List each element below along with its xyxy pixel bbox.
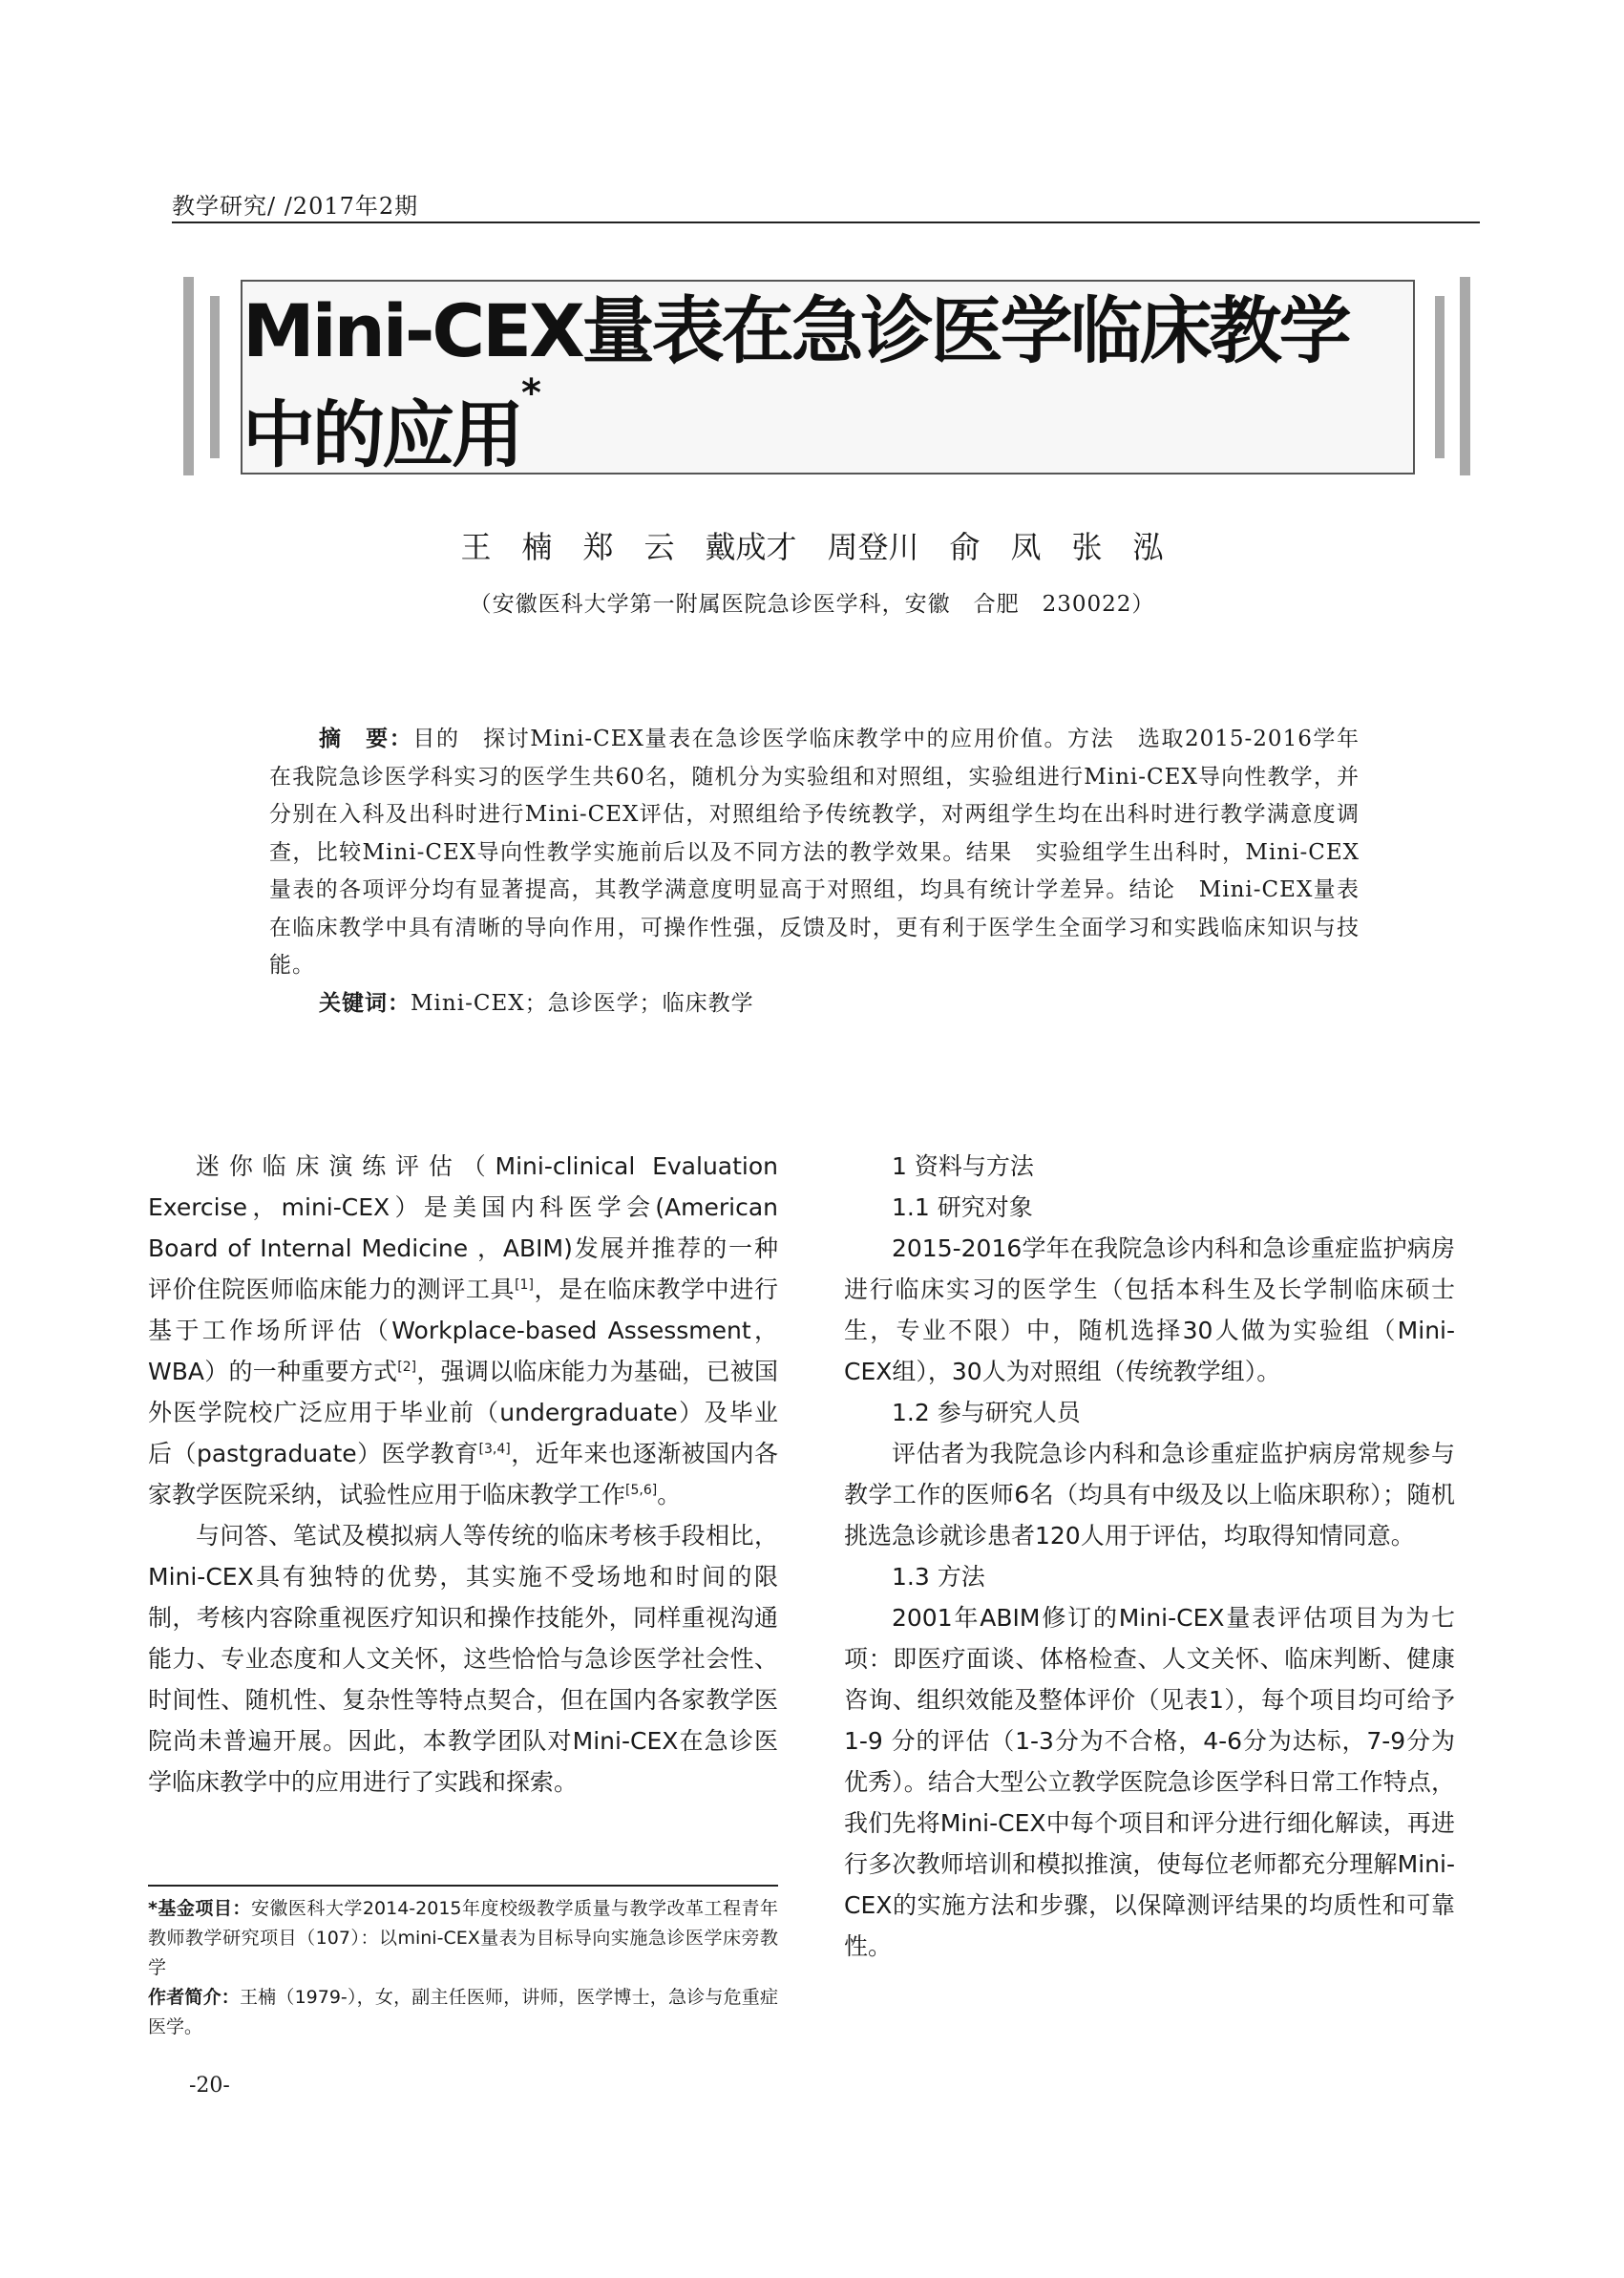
title-bar-right-outer <box>1460 277 1470 475</box>
citation-2: [2] <box>397 1360 417 1375</box>
keywords-text: Mini-CEX；急诊医学；临床教学 <box>411 990 754 1016</box>
subsection-heading-1-2: 1.2 参与研究人员 <box>892 1399 1081 1426</box>
intro-text-b: ，是在临床教学中进行基于工作场所评估（Workplace-based Assessment，WBA）的一种重要方式 <box>148 1276 778 1385</box>
fund-text: 安徽医科大学2014-2015年度校级教学质量与教学改革工程青年教师教学研究项目（107）：以mini-CEX量表为目标导向实施急诊医学床旁教学 <box>148 1898 778 1978</box>
section-heading-1: 1 资料与方法 <box>892 1152 1034 1180</box>
abstract-body <box>269 721 1360 985</box>
abstract-label: 摘 要： <box>319 727 413 751</box>
intro-paragraph-1 <box>148 1146 778 1515</box>
citation-5-6: [5,6] <box>625 1483 658 1498</box>
title-box <box>241 280 1415 475</box>
subsection-heading-1-3: 1.3 方法 <box>892 1563 985 1591</box>
citation-1: [1] <box>515 1277 534 1293</box>
intro-paragraph-2: 与问答、笔试及模拟病人等传统的临床考核手段相比，Mini-CEX具有独特的优势，其实施不受场地和时间的限制，考核内容除重视医疗知识和操作技能外，同样重视沟通能力、专业态度和人文关怀，这些恰恰与急诊医学社会性、时间性、随机性、复杂性等特点契合，但在国内各家教学医院尚未普遍开展。因此，本教学团队对Mini-CEX在急诊医学临床教学中的应用进行了实践和探索。 <box>148 1522 778 1796</box>
footnote-rule <box>148 1885 778 1887</box>
subjects-paragraph: 2015-2016学年在我院急诊内科和急诊重症监护病房进行临床实习的医学生（包括本科生及长学制临床硕士生，专业不限）中，随机选择30人做为实验组（Mini-CEX组），30人为对照组（传统教学组）。 <box>844 1234 1455 1385</box>
abstract-text: 目的 探讨Mini-CEX量表在急诊医学临床教学中的应用价值。方法 选取2015-2016学年在我院急诊医学科实习的医学生共60名，随机分为实验组和对照组，实验组进行Mini-CEX导向性教学，并分别在入科及出科时进行Mini-CEX评估，对照组给予传统教学，对两组学生均在出科时进行教学满意度调查，比较Mini-CEX导向性教学实施前后以及不同方法的教学效果。结果 实验组学生出科时，Mini-CEX量表的各项评分均有显著提高，其教学满意度明显高于对照组，均具有统计学差异。结论 Mini-CEX量表在临床教学中具有清晰的导向作用，可操作性强，反馈及时，更有利于医学生全面学习和实践临床知识与技能。 <box>269 727 1360 978</box>
fund-note <box>148 1894 778 1983</box>
fund-label: *基金项目： <box>148 1898 251 1919</box>
citation-3-4: [3,4] <box>478 1442 511 1457</box>
footnote <box>148 1894 778 2042</box>
right-column <box>844 1146 1455 1967</box>
article-title-text: Mini-CEX量表在急诊医学临床教学中的应用 <box>243 288 1349 477</box>
affiliation: （安徽医科大学第一附属医院急诊医学科，安徽 合肥 230022） <box>469 592 1155 617</box>
header-rule <box>172 221 1480 223</box>
methods-paragraph: 2001年ABIM修订的Mini-CEX量表评估项目为为七项：即医疗面谈、体格检查、人文关怀、临床判断、健康咨询、组织效能及整体评价（见表1），每个项目均可给予1-9 分的评估（1-3分为不合格，4-6分为达标，7-9分为优秀）。结合大型公立教学医院急诊医学科日常工作特点，我们先将Mini-CEX中每个项目和评分进行细化解读，再进行多次教师培训和模拟推演，使每位老师都充分理解Mini-CEX的实施方法和步骤，以保障测评结果的均质性和可靠性。 <box>844 1604 1455 1960</box>
author-list: 王 楠 郑 云 戴成才 周登川 俞 凤 张 泓 <box>460 529 1164 565</box>
intro-text-c: ，强调以临床能力为基础，已被国外医学院校广泛应用于毕业前（undergraduate）及毕业后（pastgraduate）医学教育 <box>148 1358 778 1467</box>
running-head: 教学研究/ /2017年2期 <box>172 193 419 220</box>
page-number: -20- <box>189 2074 230 2098</box>
left-column <box>148 1146 778 1803</box>
intro-text-e: 。 <box>657 1481 682 1508</box>
keywords <box>269 985 1360 1023</box>
abstract <box>269 721 1360 1023</box>
title-bar-left-outer <box>183 277 194 475</box>
title-bar-left-inner <box>210 296 220 458</box>
author-note <box>148 1983 778 2042</box>
title-footnote-mark: * <box>521 371 541 415</box>
intro-text-d: ，近年来也逐渐被国内各家教学医院采纳，试验性应用于临床教学工作 <box>148 1440 778 1508</box>
author-note-label: 作者简介： <box>148 1987 240 2008</box>
title-bar-right-inner <box>1435 296 1445 458</box>
personnel-paragraph: 评估者为我院急诊内科和急诊重症监护病房常规参与教学工作的医师6名（均具有中级及以上临床职称）；随机挑选急诊就诊患者120人用于评估，均取得知情同意。 <box>844 1440 1455 1550</box>
keywords-label: 关键词： <box>319 990 411 1016</box>
subsection-heading-1-1: 1.1 研究对象 <box>892 1193 1033 1221</box>
intro-text-a: 迷你临床演练评估（Mini-clinical Evaluation Exercise，mini-CEX）是美国内科医学会(American Board of Internal Medicine ，ABIM)发展并推荐的一种评价住院医师临床能力的测评工具 <box>148 1152 778 1303</box>
author-note-text: 王楠（1979-），女，副主任医师，讲师，医学博士，急诊与危重症医学。 <box>148 1987 778 2037</box>
article-title <box>243 273 1413 481</box>
